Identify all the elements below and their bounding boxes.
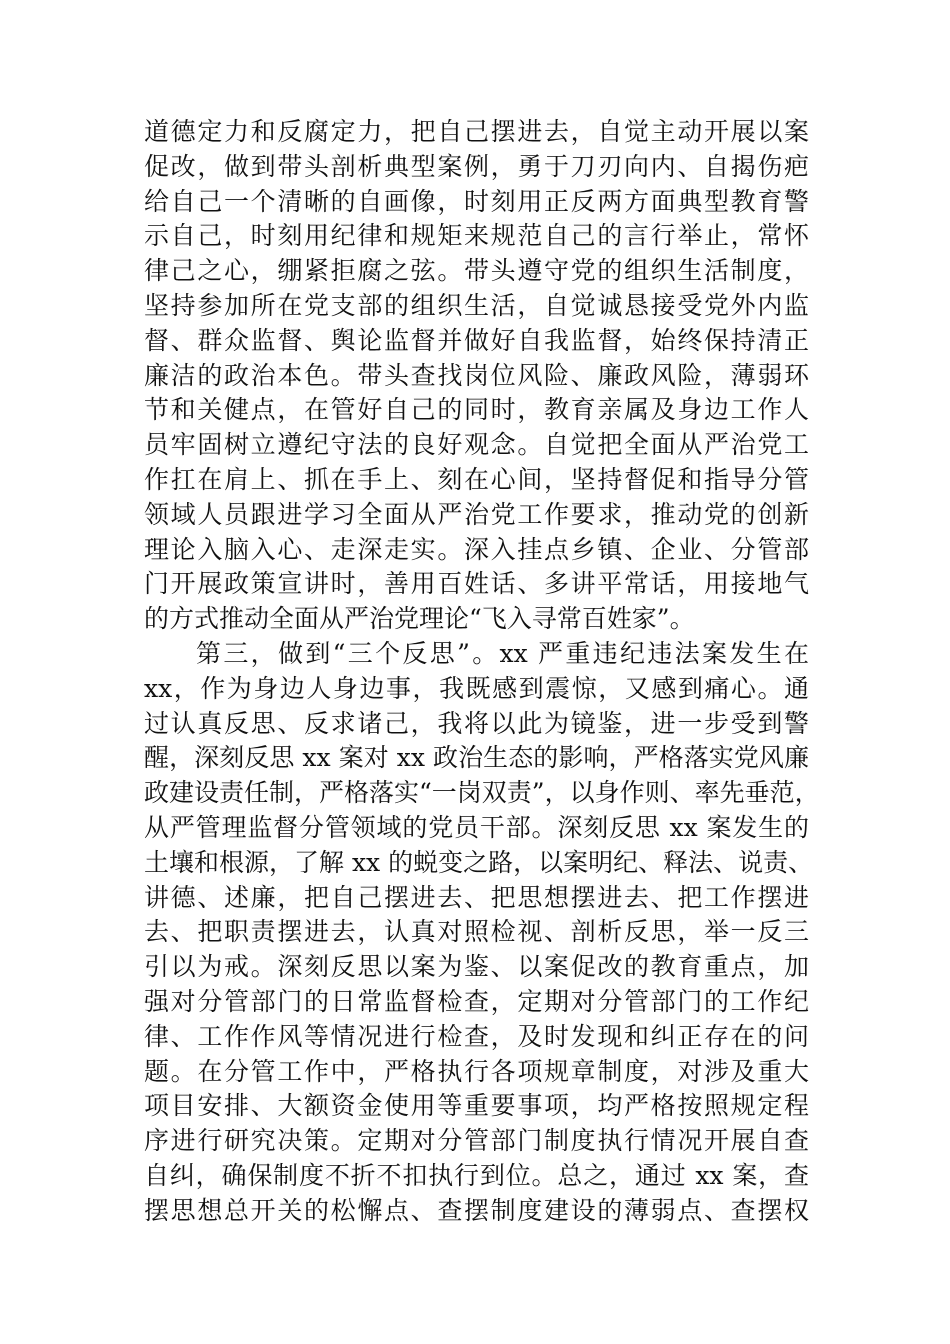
text-line: 督、群众监督、舆论监督并做好自我监督，始终保持清正 <box>144 325 809 355</box>
text-line: 序进行研究决策。定期对分管部门制度执行情况开展自查 <box>144 1126 809 1156</box>
text-line: 律、工作作风等情况进行检查，及时发现和纠正存在的问 <box>144 1021 809 1051</box>
text-line: 门开展政策宣讲时，善用百姓话、多讲平常话，用接地气 <box>144 569 809 599</box>
text-line: 示自己，时刻用纪律和规矩来规范自己的言行举止，常怀 <box>144 221 809 251</box>
text-line: 项目安排、大额资金使用等重要事项，均严格按照规定程 <box>144 1091 809 1121</box>
text-line: 作扛在肩上、抓在手上、刻在心间，坚持督促和指导分管 <box>144 464 809 494</box>
paragraph-last-line: 的方式推动全面从严治党理论“飞入寻常百姓家”。 <box>144 604 695 634</box>
text-line: 节和关健点，在管好自己的同时，教育亲属及身边工作人 <box>144 395 809 425</box>
text-line: 自纠，确保制度不折不扣执行到位。总之，通过 xx 案，查 <box>144 1160 809 1190</box>
text-line: 给自己一个清晰的自画像，时刻用正反两方面典型教育警 <box>144 186 809 216</box>
text-line: 员牢固树立遵纪守法的良好观念。自觉把全面从严治党工 <box>144 430 809 460</box>
text-line: 强对分管部门的日常监督检查，定期对分管部门的工作纪 <box>144 986 809 1016</box>
text-line: 道德定力和反腐定力，把自己摆进去，自觉主动开展以案 <box>144 117 809 146</box>
text-line: 领域人员跟进学习全面从严治党工作要求，推动党的创新 <box>144 499 809 529</box>
text-line: 过认真反思、反求诸己，我将以此为镜鉴，进一步受到警 <box>144 708 809 738</box>
text-line: 廉洁的政治本色。带头查找岗位风险、廉政风险，薄弱环 <box>144 360 809 390</box>
text-line: 醒，深刻反思 xx 案对 xx 政治生态的影响，严格落实党风廉 <box>144 743 809 773</box>
text-line: 从严管理监督分管领域的党员干部。深刻反思 xx 案发生的 <box>144 812 809 842</box>
text-line: 去、把职责摆进去，认真对照检视、剖析反思，举一反三 <box>144 917 809 947</box>
text-line: 题。在分管工作中，严格执行各项规章制度，对涉及重大 <box>144 1056 809 1086</box>
text-line: xx，作为身边人身边事，我既感到震惊，又感到痛心。通 <box>144 673 809 703</box>
text-line: 坚持参加所在党支部的组织生活，自觉诚恳接受党外内监 <box>144 290 809 320</box>
text-line: 律己之心，绷紧拒腐之弦。带头遵守党的组织生活制度， <box>144 256 809 286</box>
text-line: 促改，做到带头剖析典型案例，勇于刀刃向内、自揭伤疤 <box>144 151 809 181</box>
text-line: 讲德、述廉，把自己摆进去、把思想摆进去、把工作摆进 <box>144 882 809 912</box>
text-line: 摆思想总开关的松懈点、查摆制度建设的薄弱点、查摆权 <box>144 1195 809 1225</box>
body-text <box>144 115 820 1229</box>
text-line: 土壤和根源，了解 xx 的蜕变之路，以案明纪、释法、说责、 <box>144 847 814 877</box>
text-line: 理论入脑入心、走深走实。深入挂点乡镇、企业、分管部 <box>144 534 809 564</box>
text-line: 政建设责任制，严格落实“一岗双责”，以身作则、率先垂范， <box>144 778 820 808</box>
paragraph-first-line: 第三，做到“三个反思”。xx 严重违纪违法案发生在 <box>196 638 809 668</box>
text-line: 引以为戒。深刻反思以案为鉴、以案促改的教育重点，加 <box>144 952 809 982</box>
